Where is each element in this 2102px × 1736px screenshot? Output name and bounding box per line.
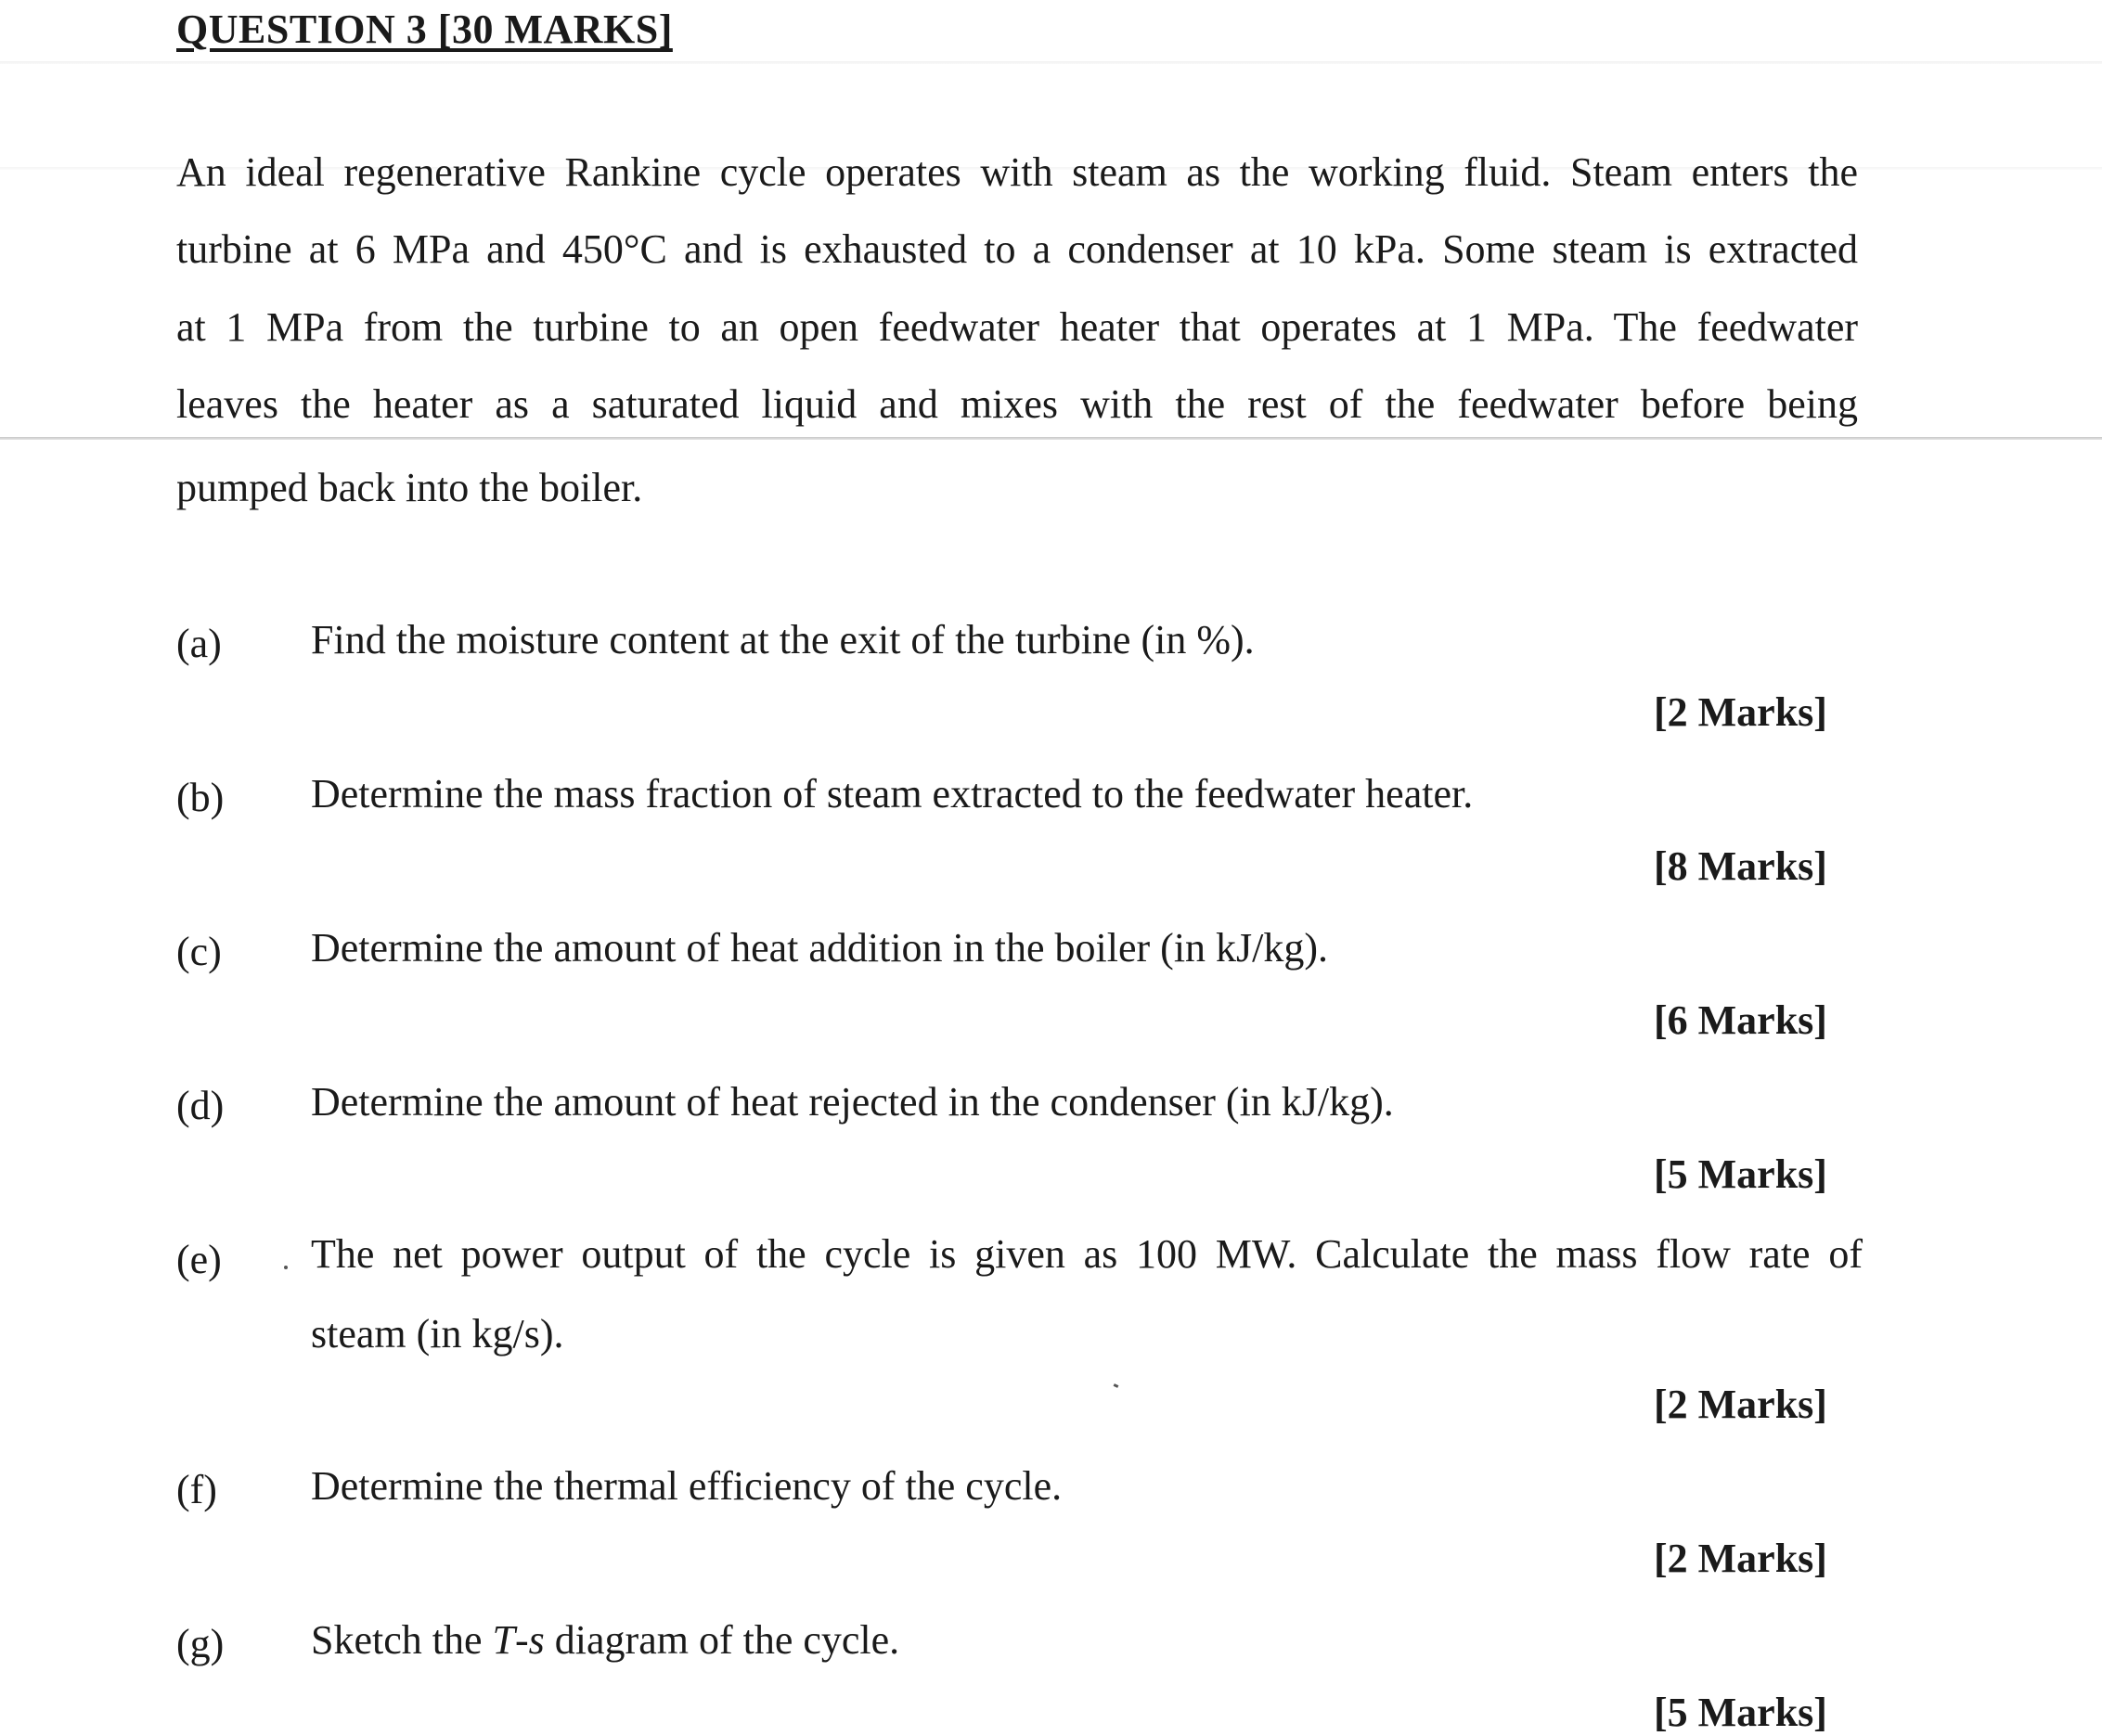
scan-speck xyxy=(284,1266,288,1269)
question-label-a: (a) xyxy=(176,621,222,666)
marks-f: [2 Marks] xyxy=(1654,1536,1827,1581)
question-label-b: (b) xyxy=(176,775,225,820)
question-text-e-line1: The net power output of the cycle is given as 100 MW. Calculate the mass flow rate of xyxy=(311,1231,1863,1277)
question-text-a: Find the moisture content at the exit of the turbine (in %). xyxy=(311,617,1255,662)
marks-a: [2 Marks] xyxy=(1654,689,1827,735)
marks-b: [8 Marks] xyxy=(1654,843,1827,889)
question-text-g-part: T xyxy=(492,1617,515,1663)
question-label-g: (g) xyxy=(176,1621,225,1666)
intro-line: pumped back into the boiler. xyxy=(176,465,643,510)
question-text-g-part: diagram of the cycle. xyxy=(544,1617,900,1663)
intro-line: An ideal regenerative Rankine cycle operates with steam as the working fluid. Steam enters the xyxy=(176,149,1858,195)
question-text-e-line2: steam (in kg/s). xyxy=(311,1311,564,1357)
question-text-f: Determine the thermal efficiency of the cycle. xyxy=(311,1463,1063,1509)
question-text-g xyxy=(311,1616,899,1664)
intro-line: at 1 MPa from the turbine to an open feedwater heater that operates at 1 MPa. The feedwater xyxy=(176,304,1858,350)
question-label-d: (d) xyxy=(176,1083,225,1128)
marks-c: [6 Marks] xyxy=(1654,997,1827,1043)
question-text-b: Determine the mass fraction of steam extracted to the feedwater heater. xyxy=(311,771,1474,817)
question-text-c: Determine the amount of heat addition in the boiler (in kJ/kg). xyxy=(311,925,1329,971)
scan-artifact-line xyxy=(0,437,2102,440)
scan-speck xyxy=(1114,1383,1119,1388)
question-label-c: (c) xyxy=(176,929,222,974)
question-label-f: (f) xyxy=(176,1467,217,1512)
marks-e: [2 Marks] xyxy=(1654,1382,1827,1427)
question-heading: QUESTION 3 [30 MARKS] xyxy=(176,6,673,52)
intro-line: leaves the heater as a saturated liquid and mixes with the rest of the feedwater before being xyxy=(176,381,1858,427)
marks-g: [5 Marks] xyxy=(1654,1690,1827,1735)
question-label-e: (e) xyxy=(176,1237,222,1282)
question-text-g-part: s xyxy=(528,1617,545,1663)
marks-d: [5 Marks] xyxy=(1654,1151,1827,1197)
question-text-d: Determine the amount of heat rejected in the condenser (in kJ/kg). xyxy=(311,1079,1394,1125)
intro-line: turbine at 6 MPa and 450°C and is exhausted to a condenser at 10 kPa. Some steam is extracted xyxy=(176,226,1858,272)
question-text-g-part: - xyxy=(515,1617,529,1663)
question-text-g-part: Sketch the xyxy=(311,1617,493,1663)
scan-artifact-line xyxy=(0,61,2102,64)
